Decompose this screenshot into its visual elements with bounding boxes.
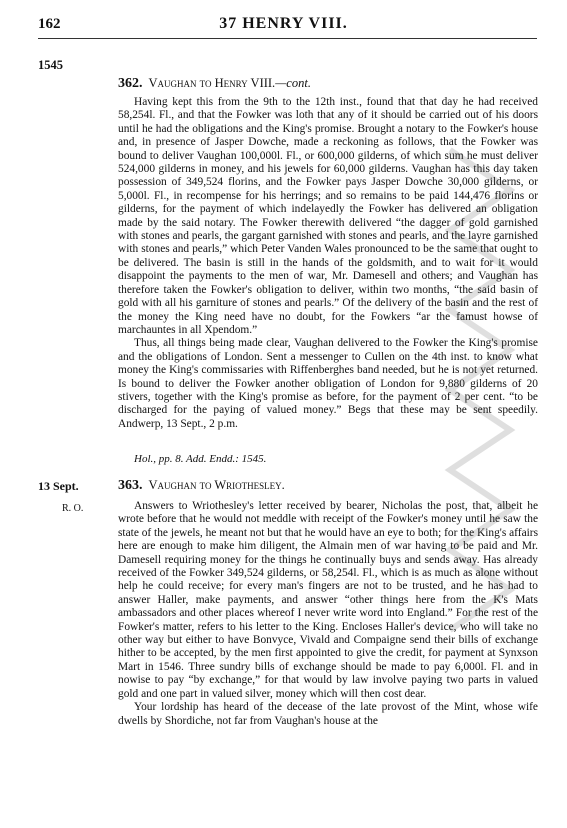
- entry-363-body: [118, 500, 538, 728]
- margin-year: 1545: [38, 58, 63, 72]
- entry-363-archive-ref: R. O.: [62, 503, 84, 514]
- running-head: 37 HENRY VIII.: [219, 15, 348, 32]
- entry-363-title: Vaughan to Wriothesley.: [148, 478, 285, 492]
- entry-363-date: 13 Sept.: [38, 479, 79, 493]
- page-header: [0, 12, 567, 36]
- entry-363-paragraph-2: Your lordship has heard of the decease of the late provost of the Mint, whose wife dwells by Shordiche, not far from Vaughan's house at the: [118, 701, 538, 727]
- entry-362-source-note: Hol., pp. 8. Add. Endd.: 1545.: [134, 453, 267, 465]
- entry-363-number: 363.: [118, 478, 143, 493]
- entry-363-heading: [118, 478, 285, 494]
- entry-362-body: [118, 96, 538, 431]
- entry-362-heading: [118, 76, 311, 92]
- page-number: 162: [38, 16, 61, 32]
- entry-362-paragraph-1: Having kept this from the 9th to the 12th inst., found that that day he had received 58,254l. Fl., and that the Fowker was loth that any of it should be carried out of his doors until he had the obligations and the King's promise. Brought a notary to the Fowker's house and, in presence of Jasper Dowche, made a reckoning as follows, that the Fowker was bound to deliver Vaughan 100,000l. Fl., or 600,000 gilderns, of which sum he must deliver 524,000 gilderns in money, and his jewels for 60,000 gilderns. Vaughan has this day taken possession of 349,524 florins, and the Fowker pays Jasper Dowche 30,000 gilderns, or 5,000l. Fl., in recompense for his herrings; and so remains to be paid 144,476 florins or gilderns, for the payment of which indelayedly the Fowker has delivered an obligation made by the said notary. The Fowker therewith delivered “the dagger of gold garnished with stones and pearls, the gargant garnished with stones and pearls, and the layre garnished with stones and pearls,” which Peter Vanden Wales pronounced to be the same that ought to be delivered. The basin is still in the hands of the goldsmith, and to wait for it would disappoint the payments to the men of war, Mr. Damesell and others; and Vaughan has therefore taken the Fowker's obligation to deliver, within two months, “the said basin of gold with all his garniture of stones and pearls.” Of the delivery of the basin and the rest of the money the King need have no doubt, for the Fowkers “ar the famust howse of marchauntes in all Xpendom.”: [118, 96, 538, 336]
- entry-362-title: Vaughan to Henry VIII.: [148, 76, 276, 90]
- entry-362-paragraph-2: Thus, all things being made clear, Vaughan delivered to the Fowker the King's promise and the obligations of London. Sent a messenger to Cullen on the 4th inst. to know what money the King's commissaries with Riffenberghes band needed, but he is not yet returned. Is bound to deliver the Fowker another obligation of London for 9,880 gilderns of 20 stivers, together with the King's promise as before, for the payment of 2 per cent. “to be discharged for the paying of valued money.” Begs that these may be sent speedily. Andwerp, 13 Sept., 2 p.m.: [118, 337, 538, 430]
- entry-363-paragraph-1: Answers to Wriothesley's letter received by bearer, Nicholas the post, that, albeit he wrote before that he would not meddle with receipt of the Fowker's money until he saw the state of the jewels, he meant not but that he would have an eye to both; for the King's affairs here are enough to make him diligent, the Almain men of war having to be paid and Mr. Damesell requiring money for the things he continually buys and sends away. Has already received of the Fowker 349,524 gilderns, or 58,254l. Fl., which is as much as alone without help he could receive; for every man's fingers are not to be trusted, and he has had to answer Haller, make payments, and answer “other things here from the K's Mats ambassadors and other places whereof I never write word into England.” For the rest of the Fowker's matter, refers to his letter to the King. Encloses Haller's device, who will take no other way but either to have Bonvyce, Vivald and Compaigne send their bills of exchange hither to be accepted, by the men first appointed to give the credit, for payment at Synxson Mart in 1546. Three sundry bills of exchange should be made to pay 6,000l. Fl. and in nowise to pay “by exchange,” for that would by law involve paying two parts in valued gold and one part in valued silver, money which will then cost dear.: [118, 500, 539, 700]
- header-rule: [38, 38, 537, 39]
- entry-362-number: 362.: [118, 76, 143, 91]
- entry-362-cont: —cont.: [275, 76, 311, 90]
